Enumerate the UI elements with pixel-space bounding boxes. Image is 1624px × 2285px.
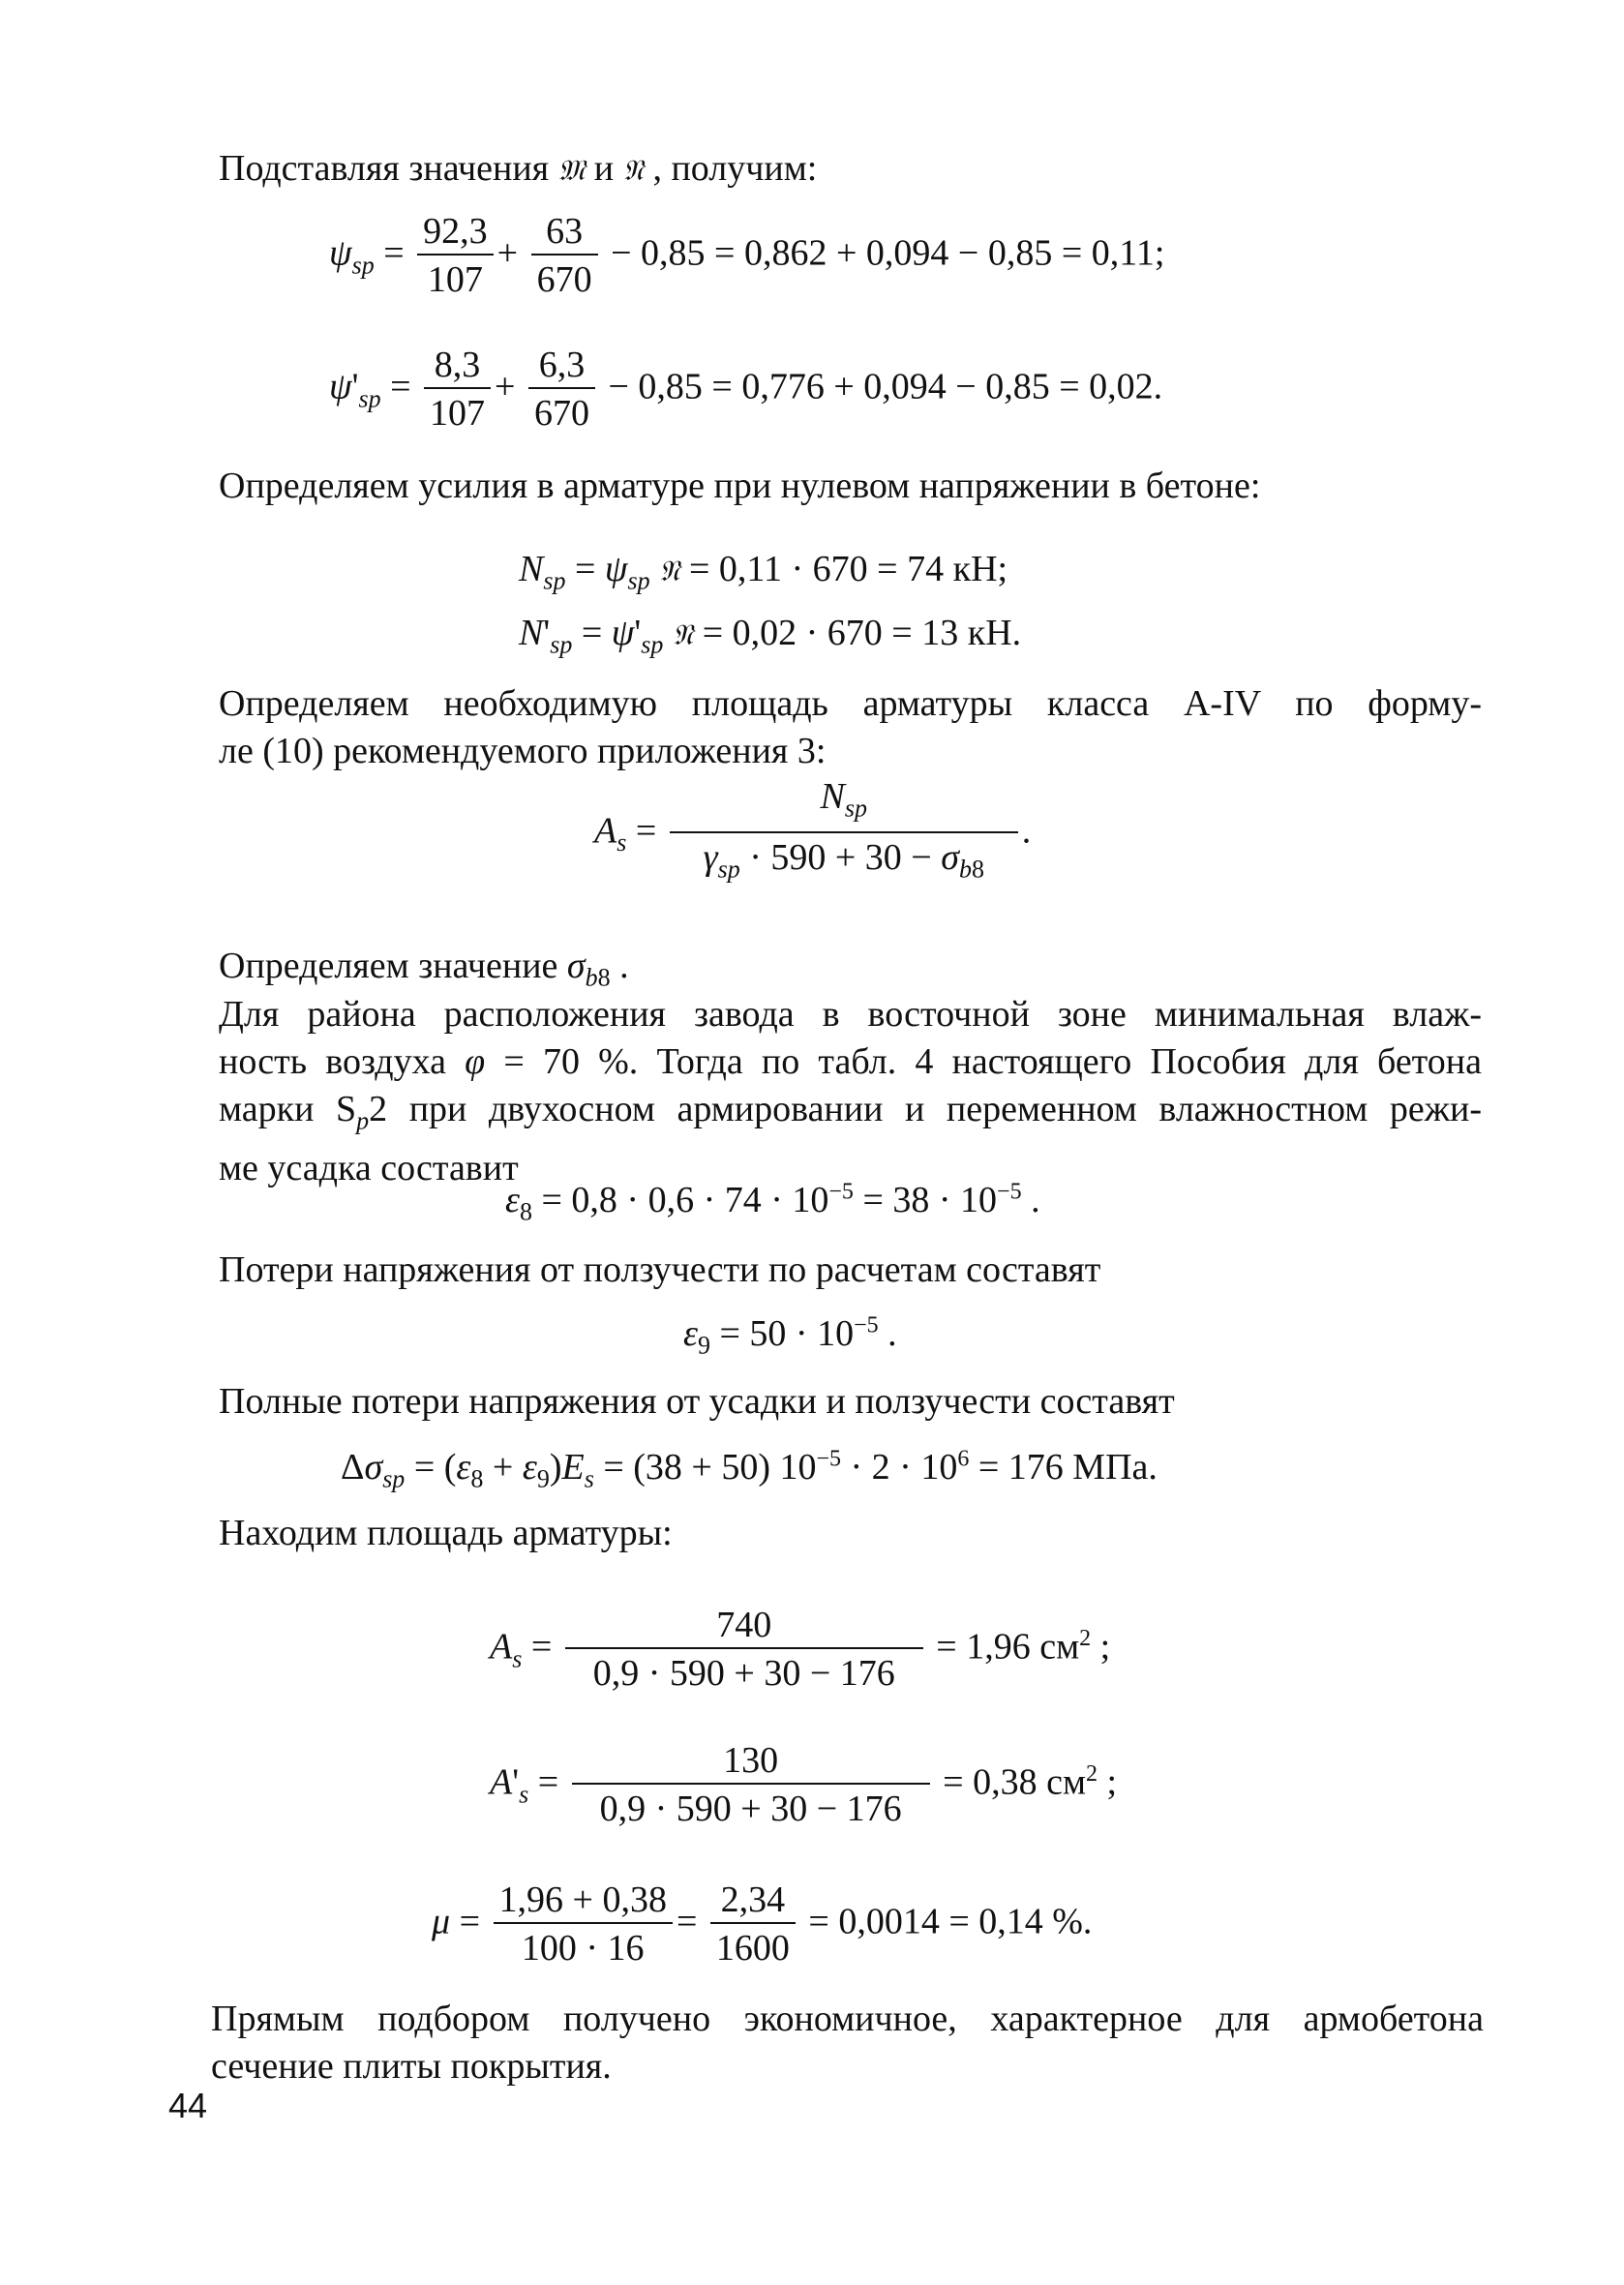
equation-nsp-prime: $N'_{sp} = \psi'_{sp}$ 𝔑 = 0,02 · 670 = 13 кН. <box>519 613 1022 659</box>
paragraph-conclusion <box>211 1996 1484 2090</box>
equation-rest: − 0,85 = 0,862 + 0,094 − 0,85 = 0,11; <box>611 232 1165 274</box>
fraction-denominator: 0,9 · 590 + 30 − 176 <box>592 1653 895 1694</box>
fraction-numerator: 8,3 <box>424 343 491 389</box>
fraction-numerator: 1,96 + 0,38 <box>494 1878 673 1924</box>
equation-e8: $\varepsilon_8 = 0,8 \cdot 0,6 \cdot 74 \cdot 10^{-5} = 38 \cdot 10^{-5}$ . <box>505 1179 1040 1226</box>
equation-delta-sigma: $\Delta\sigma_{sp} = (\varepsilon_8 + \varepsilon_9)E_s = (38 + 50) 10^{-5} \cdot 2 \cdot 10^6 = 176$ МПа. <box>341 1446 1158 1493</box>
paragraph-creep: Потери напряжения от ползучести по расчетам составят <box>219 1249 1101 1290</box>
fraction-denominator: 107 <box>430 393 486 434</box>
fraction-numerator: 6,3 <box>528 343 595 389</box>
paragraph-line: Для района расположения завода в восточной зоне минимальная влаж- <box>219 994 1482 1035</box>
fraction-numerator: 740 <box>565 1603 923 1649</box>
paragraph-line: Прямым подбором получено экономичное, характерное для армобетона <box>211 1999 1484 2039</box>
fraction-numerator: 130 <box>572 1738 930 1785</box>
equation-as-value: $A_s$ = $\frac{740}{0,9 \cdot 590 + 30 - 176}$ = 1,96 $см^2$ ; <box>490 1603 1110 1698</box>
paragraph-total: Полные потери напряжения от усадки и ползучести составят <box>219 1381 1175 1422</box>
paragraph-forces: Определяем усилия в арматуре при нулевом напряжении в бетоне: <box>219 466 1261 506</box>
equation-psi-sp: $\psi_{sp}$ = $\frac{92,3}{107}$ + $\frac{63}{670}$ − 0,85 = 0,862 + 0,094 − 0,85 = 0,11; <box>329 209 1164 304</box>
equation-nsp: $N_{sp} = \psi_{sp}$ 𝔑 = 0,11 · 670 = 74 кН; <box>519 549 1008 595</box>
paragraph-area <box>219 680 1482 775</box>
paragraph-sigma: Определяем значение $\sigma_{b8}$ . <box>219 946 629 992</box>
paragraph-line: Определяем необходимую площадь арматуры класса A-IV по форму- <box>219 683 1482 724</box>
paragraph-find: Находим площадь арматуры: <box>219 1513 673 1553</box>
fraction-numerator: 63 <box>531 209 598 256</box>
paragraph-line: ность воздуха φ = 70 %. Тогда по табл. 4 настоящего Пособия для бетона <box>219 1041 1482 1082</box>
fraction-numerator: 2,34 <box>710 1878 796 1924</box>
page-number: 44 <box>168 2086 208 2125</box>
paragraph-line: ме усадка составит <box>219 1147 519 1188</box>
intro-text: Подставляя значения 𝔐 и 𝔑 , получим: <box>219 148 818 189</box>
equation-as-formula: $A_s$ = $\frac{N_{sp}}{\gamma_{sp} \cdot 590 + 30 - \sigma_{b8}}$ . <box>594 776 1032 884</box>
fraction-denominator: 670 <box>533 393 589 434</box>
fraction-denominator: 100 · 16 <box>521 1928 645 1969</box>
paragraph-line: марки $S_p2$ при двухосном армировании и переменном влажностном режи- <box>219 1089 1482 1135</box>
paragraph-region <box>219 991 1482 1192</box>
fraction-denominator: 0,9 · 590 + 30 − 176 <box>599 1789 902 1829</box>
equation-rest: − 0,85 = 0,776 + 0,094 − 0,85 = 0,02. <box>608 366 1163 407</box>
equation-rest: = 0,0014 = 0,14 %. <box>808 1901 1093 1942</box>
paragraph-line: сечение плиты покрытия. <box>211 2046 612 2087</box>
fraction-denominator: 670 <box>536 259 592 300</box>
equation-as-prime-value: $A'_s$ = $\frac{130}{0,9 \cdot 590 + 30 - 176}$ = 0,38 $см^2$ ; <box>490 1738 1117 1833</box>
fraction-denominator: 1600 <box>715 1928 790 1969</box>
equation-psi-sp-prime: $\psi'_{sp}$ = $\frac{8,3}{107}$ + $\frac{6,3}{670}$ − 0,85 = 0,776 + 0,094 − 0,85 = 0,02. <box>329 343 1162 437</box>
equation-mu: μ = $\frac{1,96 + 0,38}{100 \cdot 16}$ = $\frac{2,34}{1600}$ = 0,0014 = 0,14 %. <box>432 1878 1092 1972</box>
paragraph-line: ле (10) рекомендуемого приложения 3: <box>219 731 827 771</box>
equation-e9: $\varepsilon_9 = 50 \cdot 10^{-5}$ . <box>683 1312 897 1360</box>
fraction-denominator: 107 <box>427 259 483 300</box>
fraction-numerator: 92,3 <box>417 209 494 256</box>
